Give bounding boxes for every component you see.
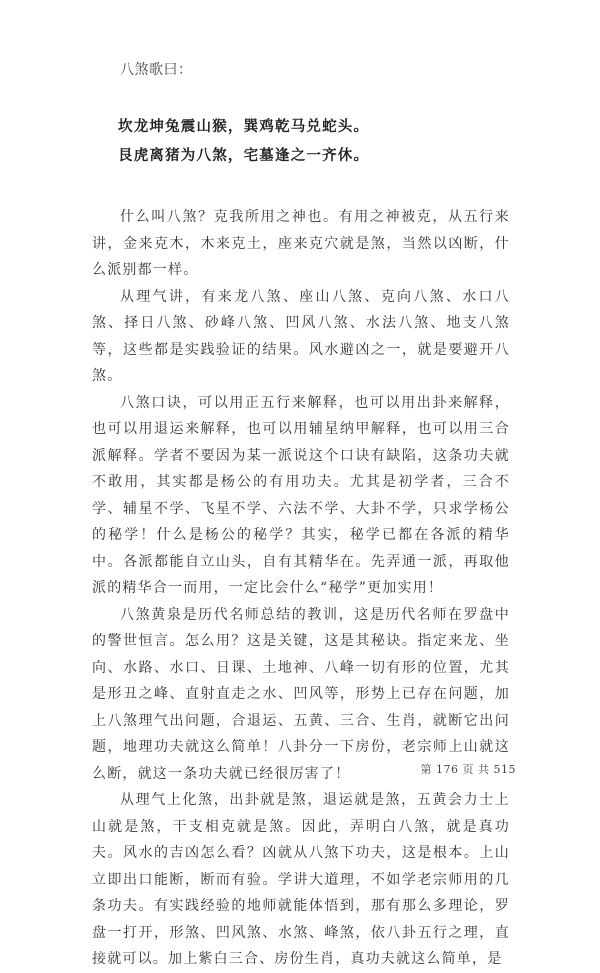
page-number: 第 176 页 共 515: [420, 763, 516, 776]
verse-line: 坎龙坤兔震山猴，巽鸡乾马兑蛇头。: [118, 118, 370, 135]
paragraph: 八煞口诀，可以用正五行来解释，也可以用出卦来解释，也可以用退运来解释，也可以用辅星纳甲解释，也可以用三合派解释。学者不要因为某一派说这个口诀有缺陷，这条功夫就不敢用，其实都是杨公的有用功夫。尤其是初学者，三合不学、辅星不学、飞星不学、六法不学、大卦不学，只求学杨公的秘学！什么是杨公的秘学？其实，秘学已都在各派的精华中。各派都能自立山头，自有其精华在。先弄通一派，再取他派的精华合一而用，一定比会什么“秘学”更加实用！: [92, 394, 510, 596]
section-heading: 八煞歌曰：: [120, 62, 193, 78]
body-text: [92, 204, 510, 973]
verse-block: [118, 112, 510, 170]
paragraph: 八煞黄泉是历代名师总结的教训，这是历代名师在罗盘中的警世恒言。怎么用？这是关键，这是其秘诀。指定来龙、坐向、水路、水口、日课、土地神、八峰一切有形的位置，尤其是形丑之峰、直射直走之水、凹风等，形势上已存在问题，加上八煞理气出问题，合退运、五黄、三合、生肖，就断它出问题，地理功夫就这么简单！八卦分一下房份，老宗师上山就这么断，就这一条功夫就已经很厉害了！: [92, 606, 510, 782]
verse-line: 艮虎离猪为八煞，宅墓逢之一齐休。: [118, 147, 370, 164]
paragraph: 什么叫八煞？克我所用之神也。有用之神被克，从五行来讲，金来克木，木来克土，座来克穴就是煞，当然以凶断，什么派别都一样。: [92, 209, 510, 278]
paragraph: 从理气上化煞，出卦就是煞，退运就是煞，五黄会力士上山就是煞，干支相克就是煞。因此，弄明白八煞，就是真功夫。风水的吉凶怎么看？凶就从八煞下功夫，这是根本。上山立即出口能断，断而有验。学讲大道理，不如学老宗师用的几条功夫。有实践经验的地师就能体悟到，那有那么多理论，罗盘一打开，形煞、凹风煞、水煞、峰煞，依八卦五行之理，直接就可以。加上紫白三合、房份生肖，真功夫就这么简单，是: [92, 792, 510, 967]
paragraph: 从理气讲，有来龙八煞、座山八煞、克向八煞、水口八煞、择日八煞、砂峰八煞、凹风八煞、水法八煞、地支八煞等，这些都是实践验证的结果。风水避凶之一，就是要避开八煞。: [92, 288, 510, 384]
